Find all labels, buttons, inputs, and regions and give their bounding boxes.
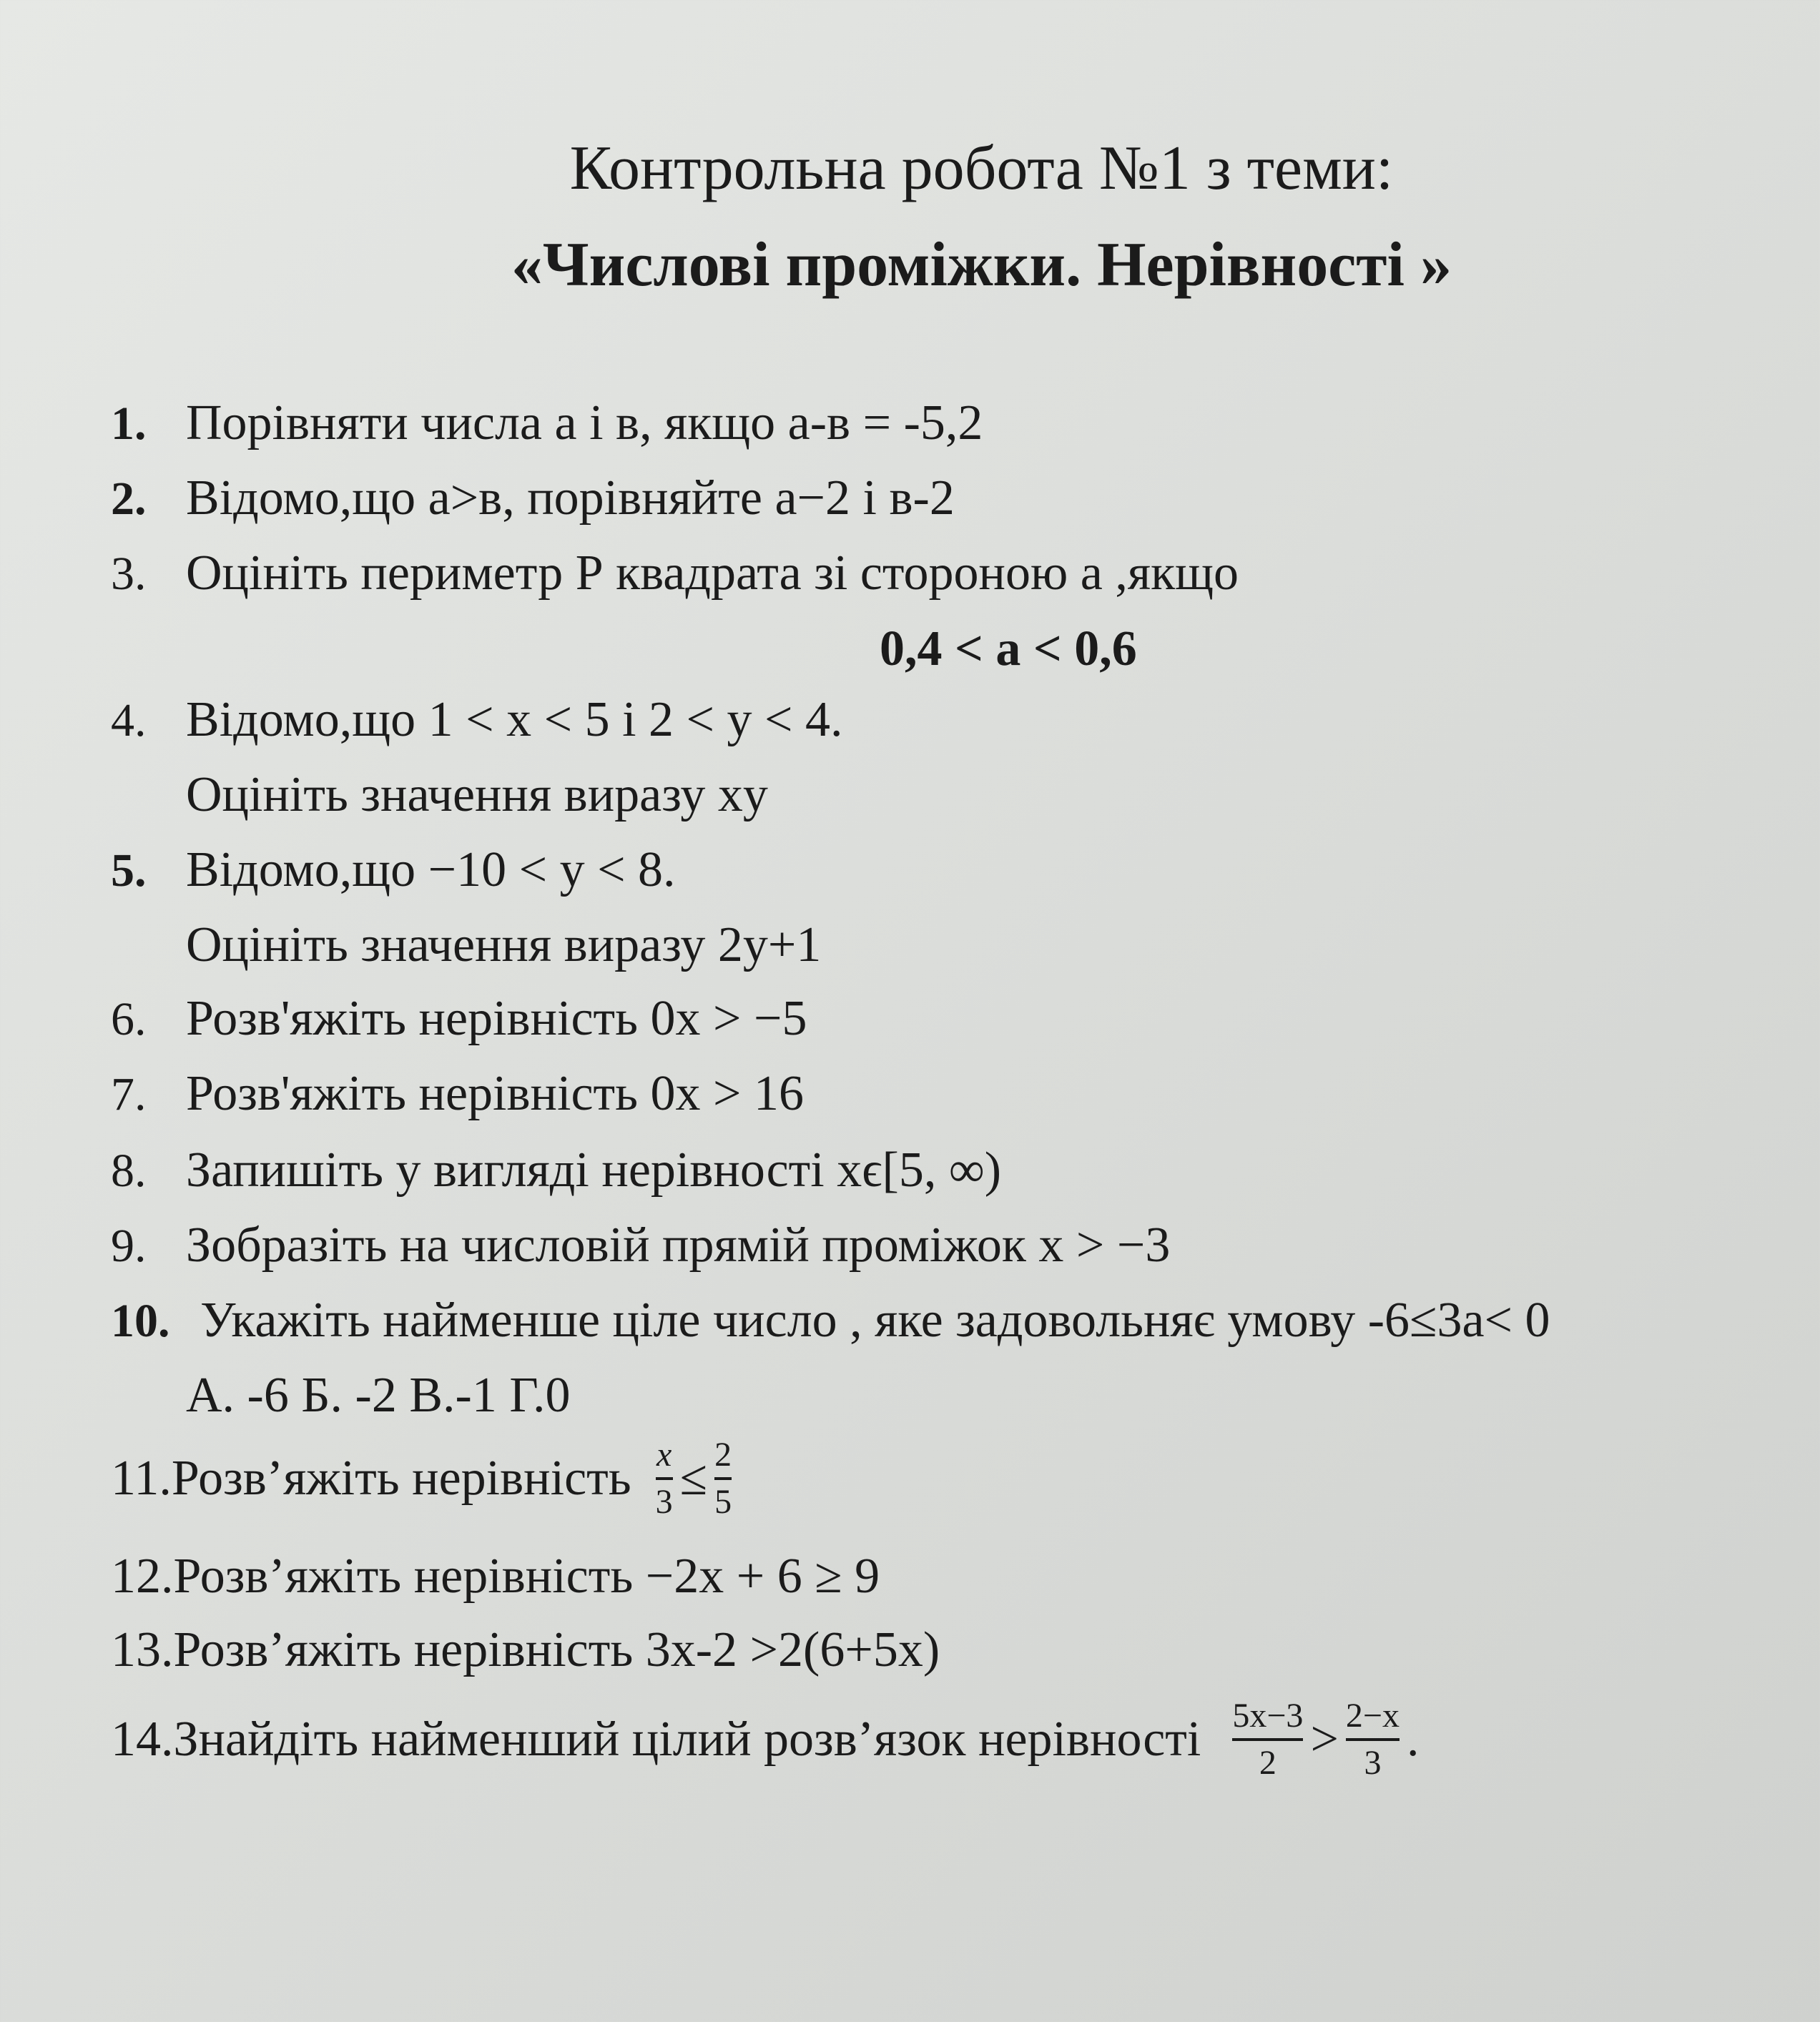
fraction-numerator: 5x−3 [1232,1697,1304,1735]
item-text: Порівняти числа а і в, якщо а-в = -5,2 [186,395,983,450]
item-number: 9. [111,1220,147,1272]
item-12-row [111,1548,880,1605]
fraction [714,1437,732,1521]
item-text: Зобразіть на числовій прямій проміжок x > −3 [186,1218,1171,1273]
item-text: Оцініть периметр Р квадрата зі стороною а ,якщо [186,546,1239,601]
item-text: Запишіть у вигляді нерівності xϵ[5, ∞) [186,1143,1002,1198]
item-number: 14. [111,1712,174,1767]
item-number: 4. [111,694,147,746]
fraction [656,1437,673,1521]
item-number: 8. [111,1145,147,1197]
fraction-bar [1346,1738,1400,1741]
item-end-mark: . [1407,1712,1420,1767]
item-continuation: Оцініть значення виразу 2y+1 [186,917,822,972]
item-number: 1. [111,398,147,450]
item-number: 5. [111,844,147,897]
fraction-denominator: 3 [655,1483,673,1522]
title-line-2: «Числові проміжки. Нерівності » [511,230,1452,300]
fraction-numerator: 2 [714,1436,732,1474]
item-text: Відомо,що 1 < x < 5 і 2 < y < 4. [186,692,843,747]
item-number: 3. [111,548,147,600]
item-number: 10. [111,1295,170,1347]
fraction [1346,1698,1400,1782]
item-continuation: 0,4 < a < 0,6 [880,621,1137,676]
item-continuation: Оцініть значення виразу xy [186,767,768,822]
item-number: 2. [111,473,147,525]
item-text: Розв’яжіть нерівність [171,1451,631,1506]
item-14-row [111,1698,1420,1782]
item-number: 13. [111,1622,174,1677]
item-text: Відомо,що а>в, порівняйте а−2 і в-2 [186,470,955,526]
item-text: Розв'яжіть нерівність 0x > −5 [186,991,807,1046]
item-text: Розв’яжіть нерівність −2x + 6 ≥ 9 [173,1549,880,1604]
inequality-sign: > [1310,1712,1339,1767]
item-text: Розв’яжіть нерівність 3x-2 >2(6+5x) [173,1622,940,1677]
item-11-row [111,1437,739,1521]
fraction-bar [656,1477,673,1480]
item-number: 11. [111,1451,172,1506]
item-text: Відомо,що −10 < y < 8. [186,842,676,897]
fraction [1232,1698,1303,1782]
fraction-denominator: 5 [714,1483,732,1522]
item-text: Знайдіть найменший цілий розв’язок нерівності [173,1712,1201,1767]
item-13-row [111,1622,940,1679]
item-options: А. -6 Б. -2 В.-1 Г.0 [186,1368,571,1423]
fraction-bar [1232,1738,1303,1741]
fraction-denominator: 3 [1364,1744,1382,1782]
item-text: Укажіть найменше ціле число , яке задовольняє умову -6≤3a< 0 [200,1293,1550,1348]
item-number: 12. [111,1549,174,1604]
title-line-1: Контрольна робота №1 з теми: [569,134,1394,203]
fraction-numerator: 2−x [1345,1697,1400,1735]
fraction-denominator: 2 [1259,1744,1277,1782]
fraction-bar [714,1477,732,1480]
fraction-numerator: x [656,1436,672,1474]
inequality-sign: ≤ [679,1451,708,1506]
item-number: 6. [111,993,147,1045]
item-text: Розв'яжіть нерівність 0x > 16 [186,1066,805,1121]
item-number: 7. [111,1068,147,1120]
